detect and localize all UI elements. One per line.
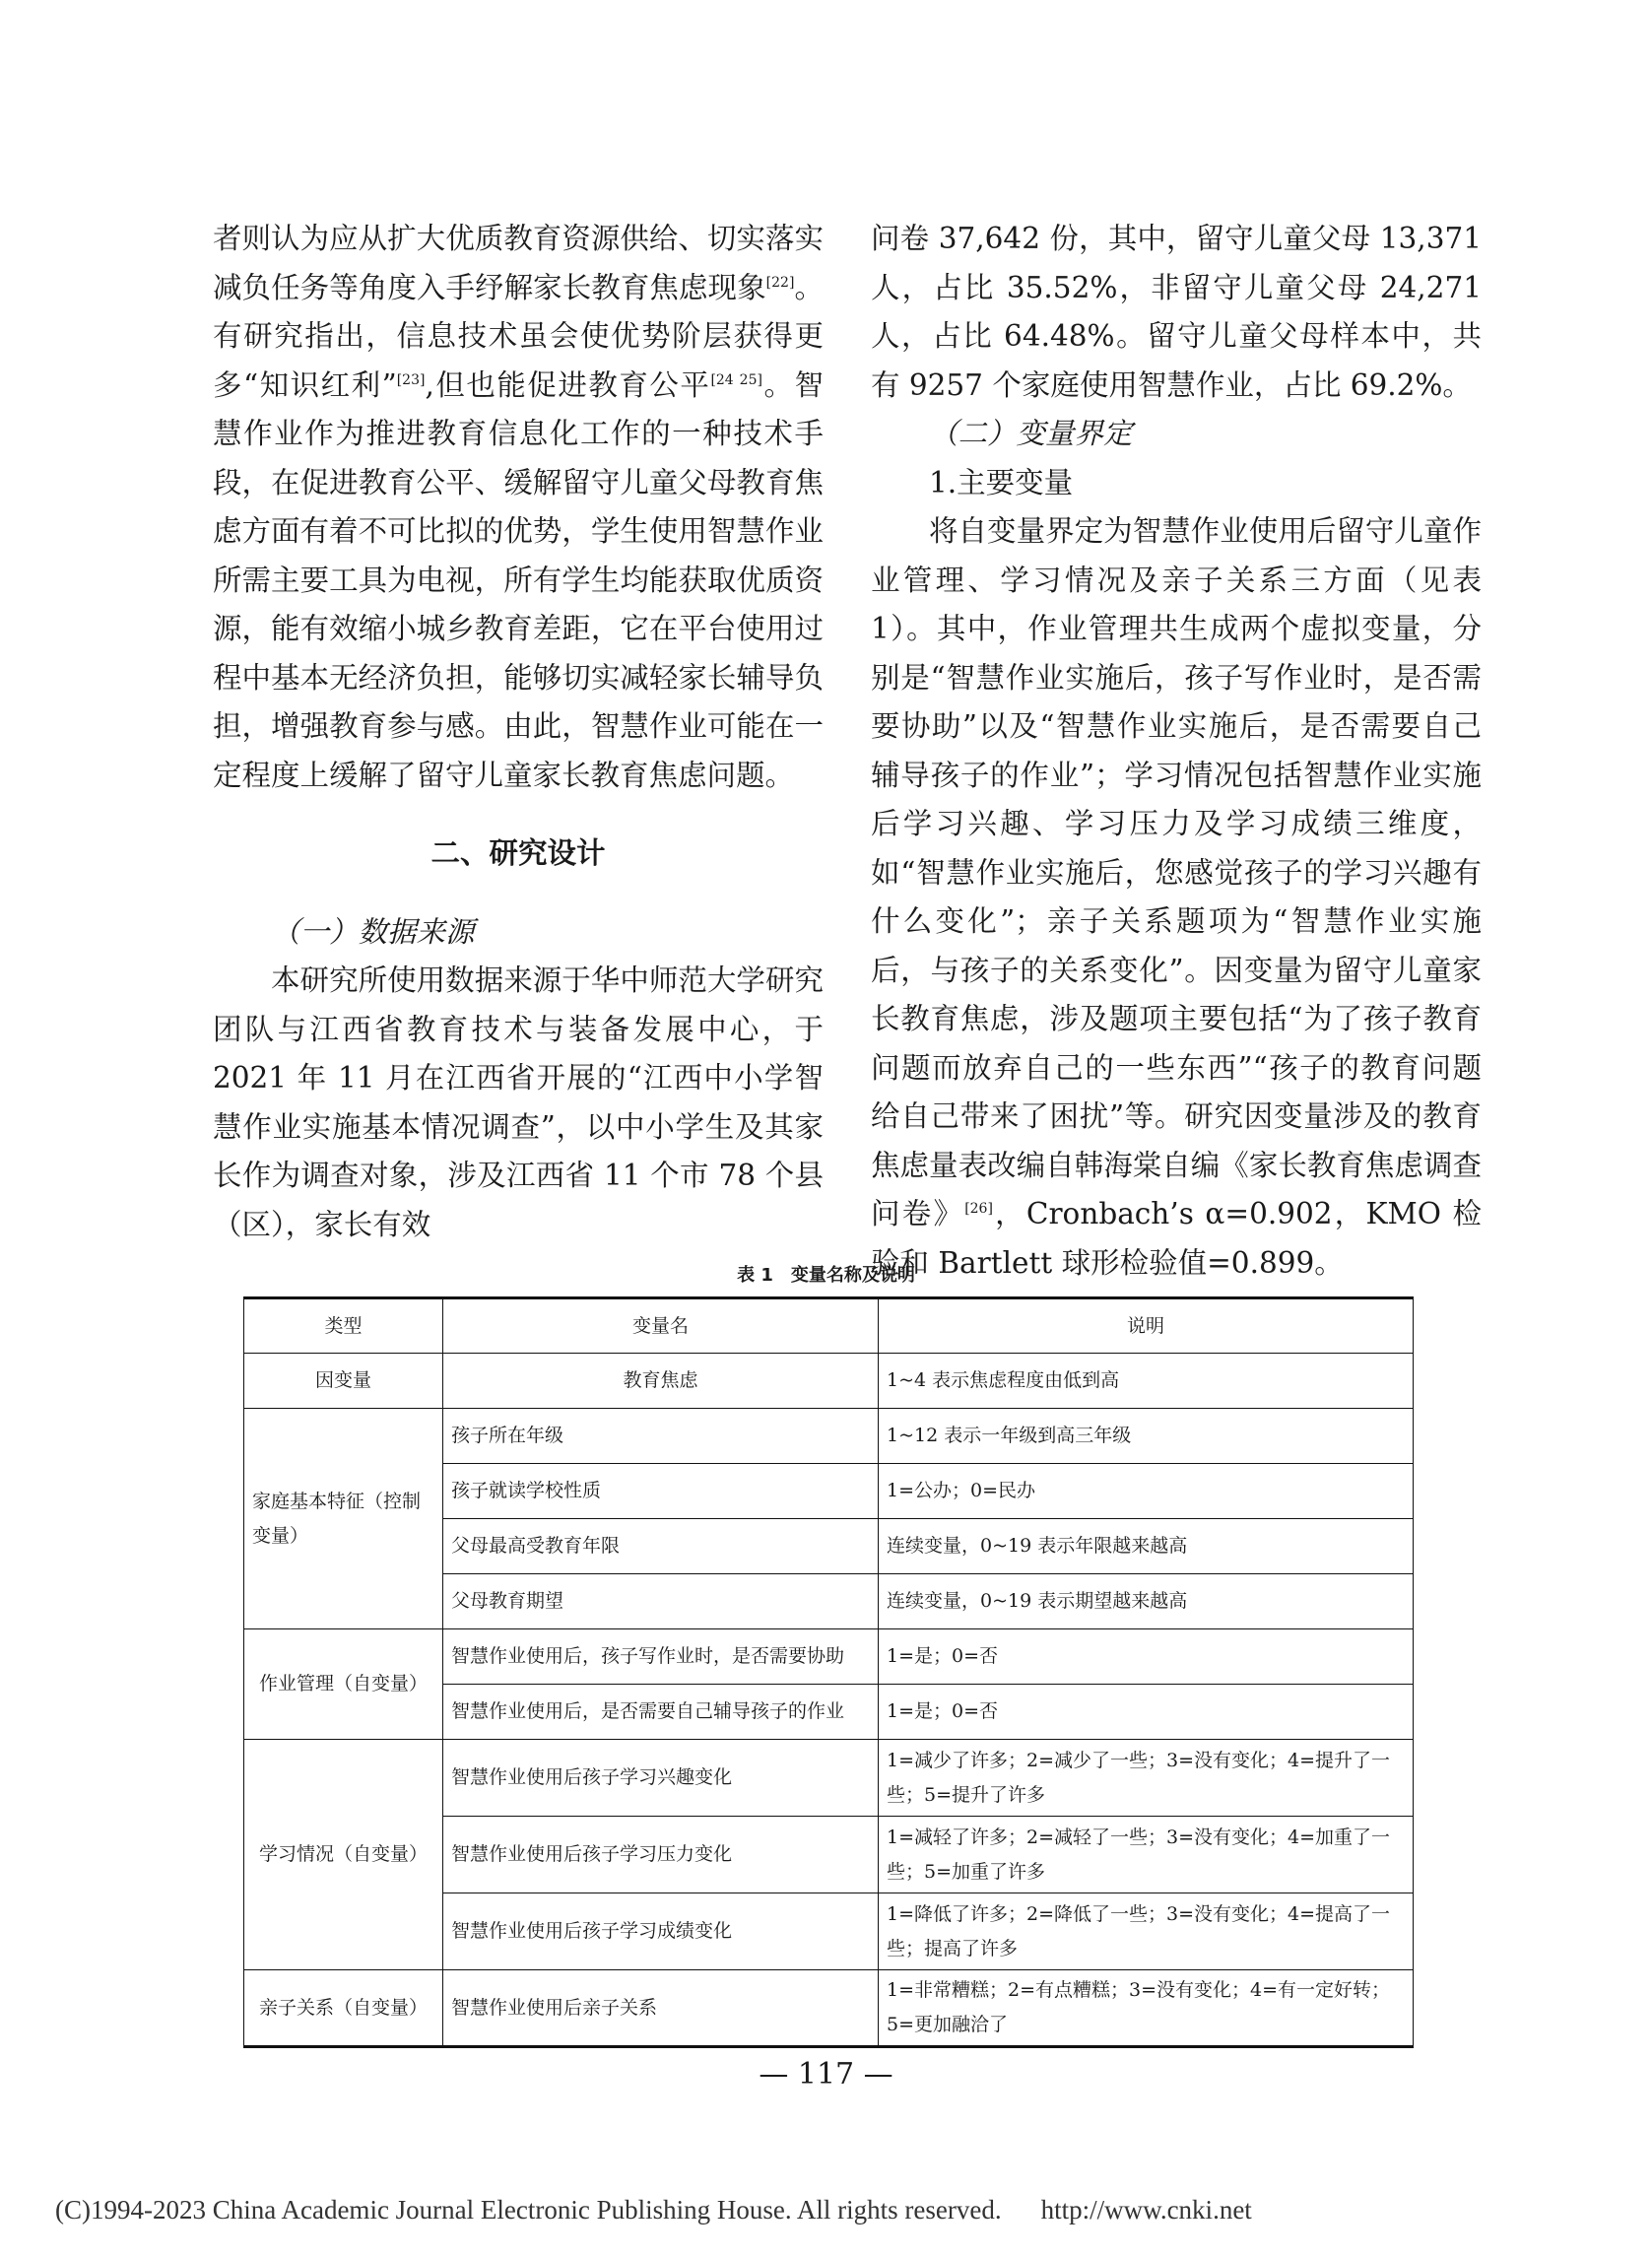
- table-row: [244, 1354, 1414, 1409]
- cell-name: 智慧作业使用后孩子学习成绩变化: [443, 1893, 879, 1970]
- cell-name: 智慧作业使用后，是否需要自己辅导孩子的作业: [443, 1685, 879, 1740]
- cell-type: 亲子关系（自变量）: [244, 1970, 443, 2047]
- table-caption: 表 1 变量名称及说明: [737, 1265, 915, 1286]
- cell-name: 智慧作业使用后亲子关系: [443, 1970, 879, 2047]
- paragraph: 本研究所使用数据来源于华中师范大学研究团队与江西省教育技术与装备发展中心，于 2021 年 11 月在江西省开展的“江西中小学智慧作业实施基本情况调查”，以中小学生及其家长作为调查对象，涉及江西省 11 个市 78 个县（区），家长有效: [213, 963, 824, 1241]
- subsection-title: （二）变量界定: [929, 417, 1133, 450]
- left-column: [213, 215, 824, 1249]
- cell-name: 智慧作业使用后孩子学习兴趣变化: [443, 1740, 879, 1817]
- cell-type: 作业管理（自变量）: [244, 1629, 443, 1740]
- cell-desc: 1~4 表示焦虑程度由低到高: [879, 1354, 1414, 1409]
- citation: [24 25]: [710, 371, 762, 388]
- table-row: [244, 1629, 1414, 1685]
- paragraph: 问卷 37,642 份，其中，留守儿童父母 13,371 人，占比 35.52%，非留守儿童父母 24,271 人，占比 64.48%。留守儿童父母样本中，共有 9257 个家庭使用智慧作业，占比 69.2%。: [871, 222, 1482, 402]
- text: ,但也能促进教育公平: [425, 367, 711, 402]
- citation: [22]: [765, 274, 795, 291]
- cell-desc: 1=非常糟糕；2=有点糟糕；3=没有变化；4=有一定好转；5=更加融洽了: [879, 1970, 1414, 2047]
- page-number: — 117 —: [759, 2057, 893, 2092]
- cell-name: 教育焦虑: [443, 1354, 879, 1409]
- variables-table: [243, 1296, 1414, 2048]
- header-desc: 说明: [879, 1298, 1414, 1354]
- cell-name: 孩子就读学校性质: [443, 1464, 879, 1519]
- cell-desc: 1=是；0=否: [879, 1629, 1414, 1685]
- cell-desc: 1~12 表示一年级到高三年级: [879, 1409, 1414, 1464]
- cell-desc: 1=减轻了许多；2=减轻了一些；3=没有变化；4=加重了一些；5=加重了许多: [879, 1817, 1414, 1893]
- text: 将自变量界定为智慧作业使用后留守儿童作业管理、学习情况及亲子关系三方面（见表 1）。其中，作业管理共生成两个虚拟变量，分别是“智慧作业实施后，孩子写作业时，是否需要协助”以及“智慧作业实施后，是否需要自己辅导孩子的作业”；学习情况包括智慧作业实施后学习兴趣、学习压力及学习成绩三维度，如“智慧作业实施后，您感觉孩子的学习兴趣有什么变化”；亲子关系题项为“智慧作业实施后，与孩子的关系变化”。因变量为留守儿童家长教育焦虑，涉及题项主要包括“为了孩子教育问题而放弃自己的一些东西”“孩子的教育问题给自己带来了困扰”等。研究因变量涉及的教育焦虑量表改编自韩海棠自编《家长教育焦虑调查问卷》: [871, 514, 1482, 1230]
- table-row: [244, 1970, 1414, 2047]
- paragraph: [871, 507, 1482, 1288]
- cell-desc: 1=是；0=否: [879, 1685, 1414, 1740]
- cell-type: 家庭基本特征（控制变量）: [244, 1409, 443, 1629]
- header-name: 变量名: [443, 1298, 879, 1354]
- cell-name: 父母教育期望: [443, 1574, 879, 1629]
- text: 者则认为应从扩大优质教育资源供给、切实落实减负任务等角度入手纾解家长教育焦虑现象: [213, 222, 824, 304]
- cell-type: 学习情况（自变量）: [244, 1740, 443, 1970]
- footer-url[interactable]: http://www.cnki.net: [1040, 2195, 1252, 2225]
- cell-name: 智慧作业使用后，孩子写作业时，是否需要协助: [443, 1629, 879, 1685]
- paragraph: [213, 215, 824, 800]
- table-row: [244, 1409, 1414, 1464]
- cell-name: 父母最高受教育年限: [443, 1519, 879, 1574]
- cell-name: 孩子所在年级: [443, 1409, 879, 1464]
- footer: [55, 2195, 1252, 2225]
- cell-name: 智慧作业使用后孩子学习压力变化: [443, 1817, 879, 1893]
- header-type: 类型: [244, 1298, 443, 1354]
- right-column: [871, 215, 1482, 1288]
- text: ，Cronbach’s α=0.902，KMO 检验和 Bartlett 球形检验值=0.899。: [871, 1197, 1482, 1280]
- text: 。有研究指出，信息技术虽会使优势阶层获得更多“知识红利”: [213, 270, 824, 402]
- copyright-text: (C)1994-2023 China Academic Journal Electronic Publishing House. All rights reserved.: [55, 2195, 1002, 2225]
- cell-desc: 1=公办；0=民办: [879, 1464, 1414, 1519]
- cell-desc: 连续变量，0~19 表示年限越来越高: [879, 1519, 1414, 1574]
- cell-desc: 1=降低了许多；2=降低了一些；3=没有变化；4=提高了一些；提高了许多: [879, 1893, 1414, 1970]
- cell-desc: 1=减少了许多；2=减少了一些；3=没有变化；4=提升了一些；5=提升了许多: [879, 1740, 1414, 1817]
- table-header-row: [244, 1298, 1414, 1354]
- subsection-title: （一）数据来源: [271, 914, 475, 949]
- table-row: [244, 1740, 1414, 1817]
- text: 。智慧作业作为推进教育信息化工作的一种技术手段，在促进教育公平、缓解留守儿童父母教育焦虑方面有着不可比拟的优势，学生使用智慧作业所需主要工具为电视，所有学生均能获取优质资源，能有效缩小城乡教育差距，它在平台使用过程中基本无经济负担，能够切实减轻家长辅导负担，增强教育参与感。由此，智慧作业可能在一定程度上缓解了留守儿童家长教育焦虑问题。: [213, 367, 824, 792]
- subsection-title: 1.主要变量: [929, 465, 1074, 499]
- section-title: 二、研究设计: [430, 836, 606, 870]
- citation: [23]: [396, 371, 426, 388]
- cell-type: 因变量: [244, 1354, 443, 1409]
- cell-desc: 连续变量，0~19 表示期望越来越高: [879, 1574, 1414, 1629]
- citation: [26]: [964, 1201, 993, 1218]
